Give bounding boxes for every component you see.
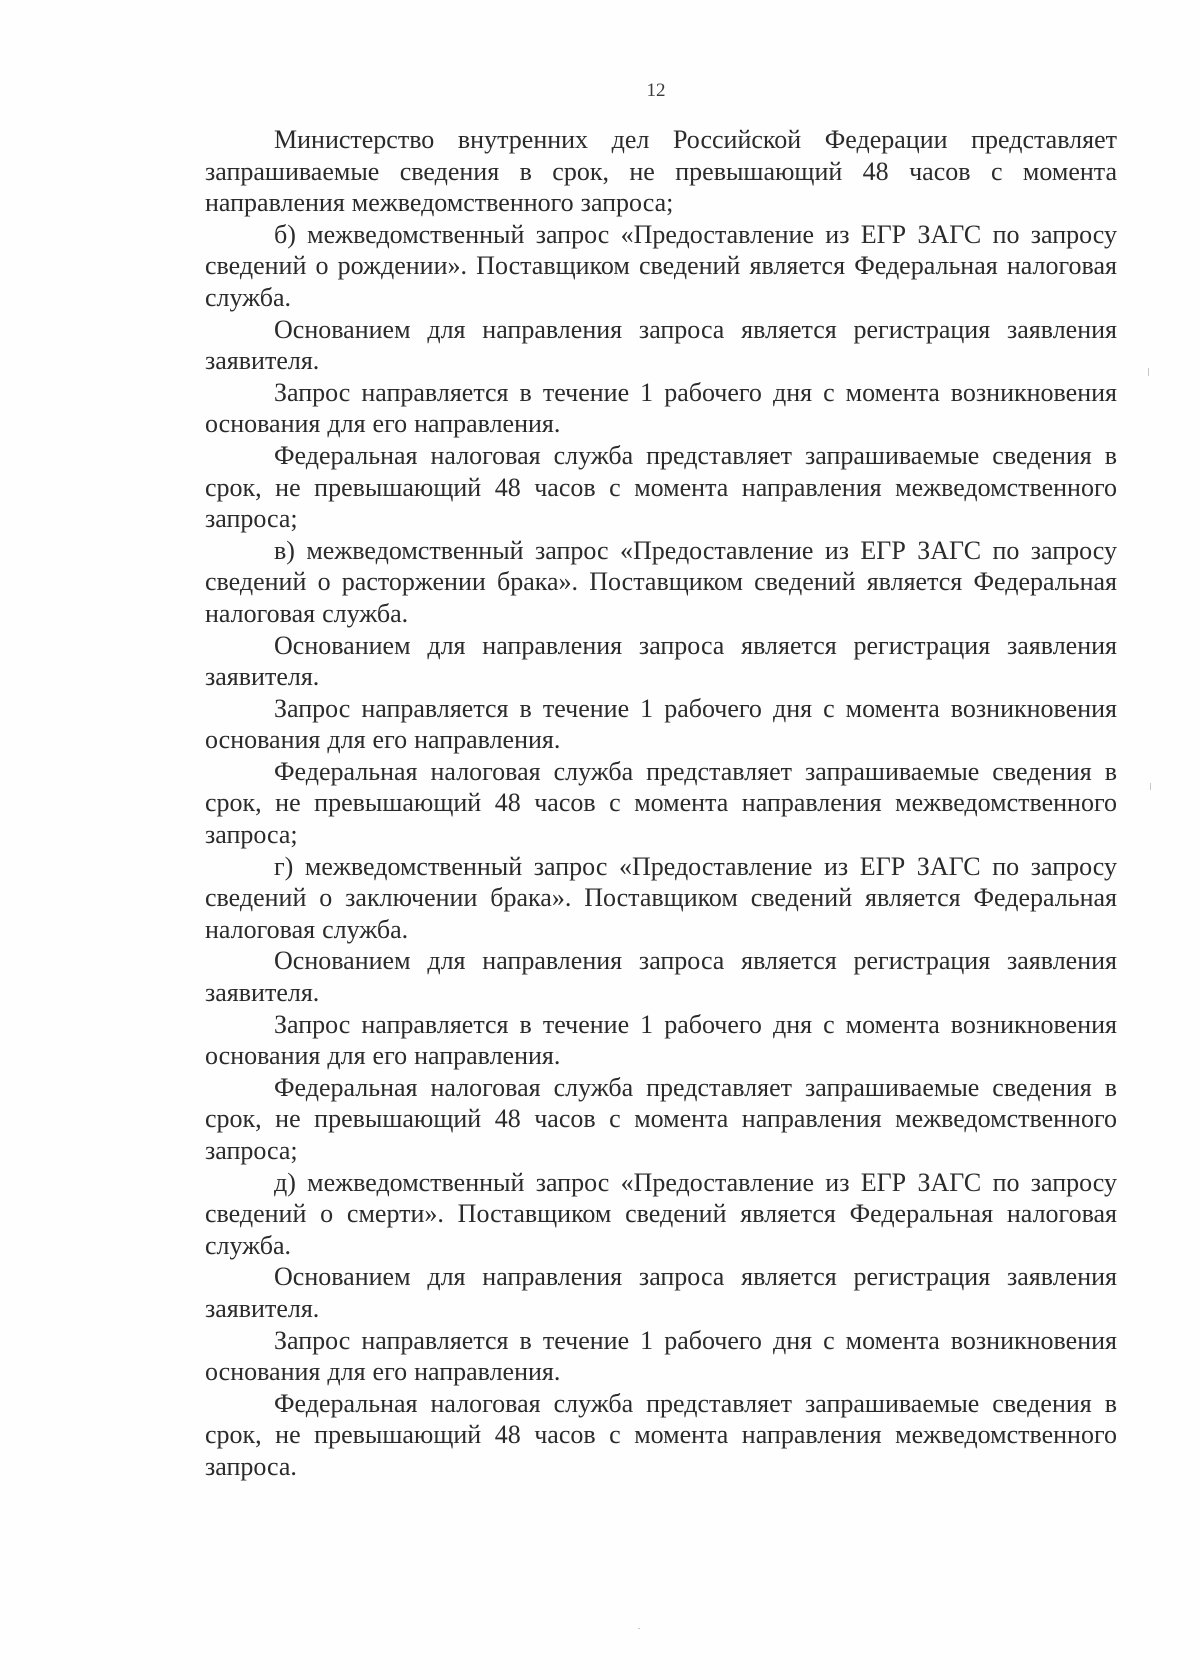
paragraph: Запрос направляется в течение 1 рабочего дня с момента возникновения основания для его направления. <box>205 693 1117 755</box>
paragraph: Основанием для направления запроса является регистрация заявления заявителя. <box>205 946 1117 1008</box>
paragraph: Запрос направляется в течение 1 рабочего дня с момента возникновения основания для его направления. <box>205 1325 1117 1387</box>
paragraph: Основанием для направления запроса является регистрация заявления заявителя. <box>205 1262 1117 1323</box>
paragraph: б) межведомственный запрос «Предоставление из ЕГР ЗАГС по запросу сведений о рождении». Поставщиком сведений является Федеральная налоговая служба. <box>205 219 1117 312</box>
paragraph: Министерство внутренних дел Российской Федерации представляет запрашиваемые сведения в срок, не превышающий 48 часов с момента направления межведомственного запроса; <box>205 125 1117 218</box>
document-body <box>205 124 1117 1483</box>
paragraph: Федеральная налоговая служба представляет запрашиваемые сведения в срок, не превышающий 48 часов с момента направления межведомственного запроса; <box>205 756 1117 850</box>
paragraph: Федеральная налоговая служба представляет запрашиваемые сведения в срок, не превышающий 48 часов с момента направления межведомственного запроса; <box>205 1072 1117 1165</box>
paragraph: д) межведомственный запрос «Предоставление из ЕГР ЗАГС по запросу сведений о смерти». Поставщиком сведений является Федеральная налоговая служба. <box>205 1167 1117 1260</box>
paragraph: Федеральная налоговая служба представляет запрашиваемые сведения в срок, не превышающий 48 часов с момента направления межведомственного запроса. <box>205 1388 1117 1481</box>
paragraph: Запрос направляется в течение 1 рабочего дня с момента возникновения основания для его направления. <box>205 1009 1117 1071</box>
page-number: 12 <box>646 80 666 101</box>
paragraph: Запрос направляется в течение 1 рабочего дня с момента возникновения основания для его направления. <box>205 377 1117 439</box>
scan-mark <box>1150 783 1151 790</box>
scan-mark <box>638 1628 640 1629</box>
scan-mark <box>1148 368 1149 376</box>
paragraph: в) межведомственный запрос «Предоставление из ЕГР ЗАГС по запросу сведений о расторжении брака». Поставщиком сведений является Федеральная налоговая служба. <box>205 535 1117 628</box>
paragraph: Основанием для направления запроса является регистрация заявления заявителя. <box>205 314 1117 376</box>
paragraph: г) межведомственный запрос «Предоставление из ЕГР ЗАГС по запросу сведений о заключении брака». Поставщиком сведений является Федеральная налоговая служба. <box>205 851 1117 944</box>
paragraph: Федеральная налоговая служба представляет запрашиваемые сведения в срок, не превышающий 48 часов с момента направления межведомственного запроса; <box>205 440 1117 534</box>
paragraph: Основанием для направления запроса является регистрация заявления заявителя. <box>205 630 1117 692</box>
